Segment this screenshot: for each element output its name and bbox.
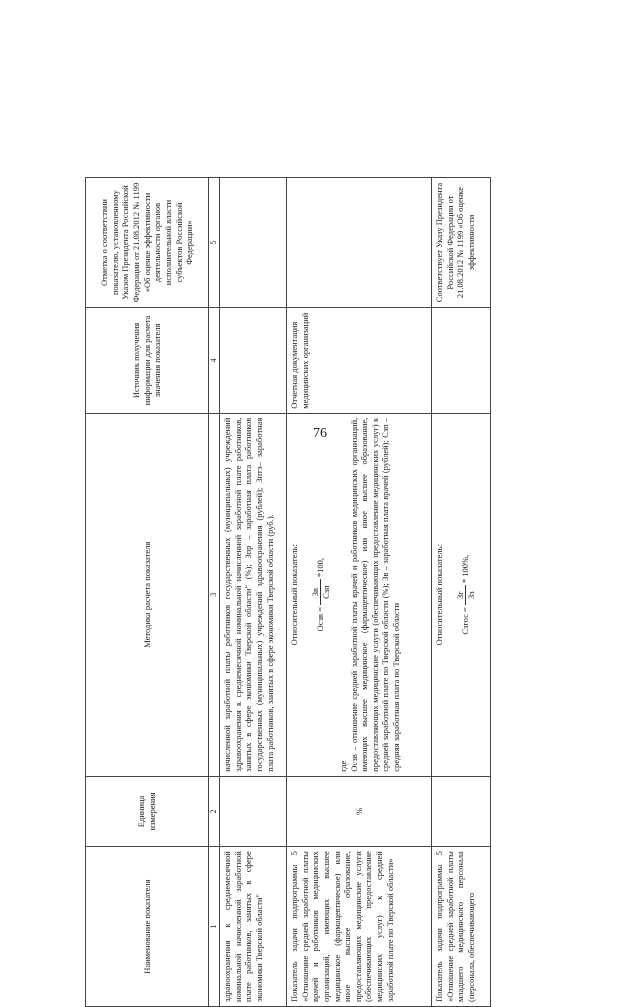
source-cell [432, 308, 491, 414]
table-row [432, 178, 491, 1007]
formula-tail: *100, [314, 558, 325, 578]
formula-tail: * 100%, [459, 554, 470, 584]
table-row [220, 178, 287, 1007]
header-unit: Единица измерения [86, 776, 209, 846]
mark-cell [287, 178, 432, 308]
formula-fraction [310, 579, 332, 605]
method-cell [432, 413, 491, 776]
column-number-row [209, 178, 220, 1007]
method-body: Осзв – отношение средней заработной платы врачей и работников медицинских организаций, имеющих высшее медицинское (фармацевтическое) или иное высшее образование, предоставляющих медицинские услуги (обеспечивающих предоставление медицинских услуг) к средней заработной плате по Тверской области (%); Зв – заработная плата врачей (рублей); Сзп – средняя заработная плата по Тверской области [348, 417, 401, 772]
unit-cell [432, 776, 491, 846]
mark-cell: Соответствует Указу Президента Российской Федерации от 21.08.2012 № 1199 «Об оценке эффективности [432, 178, 491, 308]
rotated-table-container [85, 177, 605, 1007]
formula [310, 418, 332, 772]
indicator-name: здравоохранения к среднемесячной номинальной начисленной заработной плате работников, занятых в сфере экономики Тверской области" [220, 847, 287, 1007]
formula-denominator: Сзп [321, 585, 332, 599]
formula-fraction [455, 585, 477, 605]
formula-numerator: Зв [310, 579, 322, 605]
formula-lhs: Сзгос = [459, 607, 470, 635]
mark-cell [220, 178, 287, 308]
col-number: 4 [209, 308, 220, 414]
method-where: где [337, 760, 348, 772]
formula-lhs: Осзв = [314, 607, 325, 632]
source-cell [220, 308, 287, 414]
method-intro: Относительный показатель: [289, 544, 299, 646]
indicator-name: Показатель задачи подпрограммы 5 «Отношение средней заработной платы врачей и работников медицинских организаций, имеющих высшее медицинское (фармацевтическое) или иное высшее образование, предоставляющих медицинские услуги (обеспечивающих предоставление медицинских услуг) к средней заработной плате по Тверской области» [287, 847, 432, 1007]
method-cell: начисленной заработной платы работников государственных (муниципальных) учреждений здравоохранения к среднемесячной номинальной начисленной заработной плате работников, занятых в сфере экономики Тверской области" (%); Зпр – заработная плата работников государственных (муниципальных) учреждений здравоохранения (рублей); Зптэ– заработная плата работников, занятых в сфере экономики Тверской области (руб.). [220, 413, 287, 776]
page-number: 76 [313, 426, 327, 441]
unit-cell: % [287, 776, 432, 846]
method-cell [287, 413, 432, 776]
source-cell: Отчетная документация медицинских организаций [287, 308, 432, 414]
unit-cell [220, 776, 287, 846]
indicator-name: Показатель задачи подпрограммы 5 «Отношение средней заработной платы младшего медицинского персонала (персонала, обеспечивающего [432, 847, 491, 1007]
col-number: 5 [209, 178, 220, 308]
method-intro: Относительный показатель: [434, 544, 444, 646]
col-number: 3 [209, 413, 220, 776]
table-row [287, 178, 432, 1007]
header-method: Методика расчета показателя [86, 413, 209, 776]
header-row [86, 178, 209, 1007]
col-number: 2 [209, 776, 220, 846]
header-source: Источник получения информации для расчета значения показателя [86, 308, 209, 414]
formula [455, 418, 477, 772]
formula-numerator: Зг [455, 585, 467, 605]
formula-denominator: Зз [466, 591, 477, 599]
col-number: 1 [209, 847, 220, 1007]
indicator-table [85, 177, 491, 1007]
header-name: Наименование показателя [86, 847, 209, 1007]
header-mark: Отметка о соответствии показателю, установленному Указом Президента Российской Федерации от 21.08.2012 № 1199 «Об оценке эффективности деятельности органов исполнительной власти субъектов Российской Федерации» [86, 178, 209, 308]
